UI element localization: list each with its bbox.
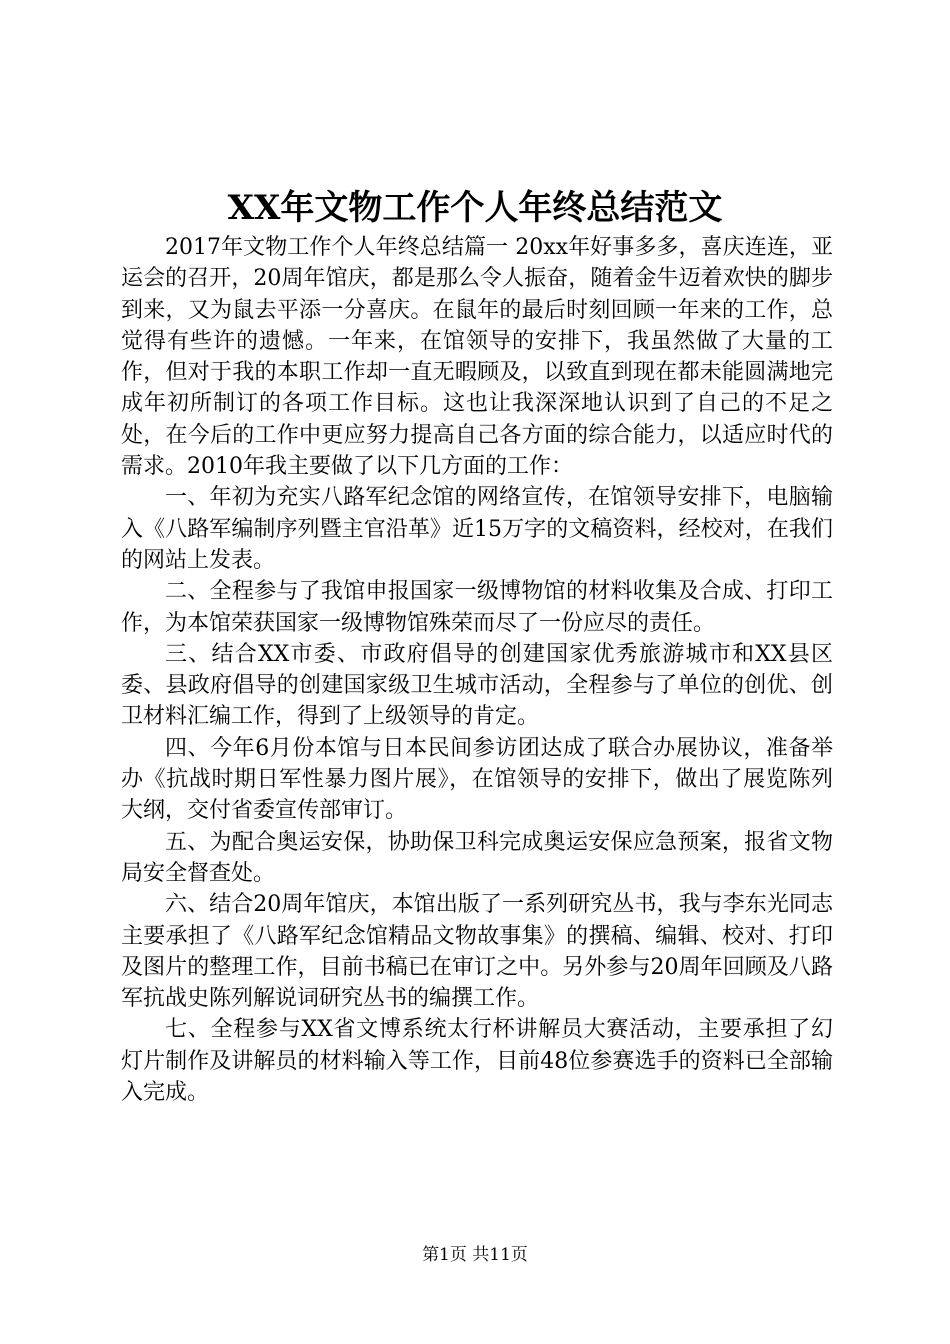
document-title: XX年文物工作个人年终总结范文	[227, 188, 723, 228]
paragraph-item-2: 二、全程参与了我馆申报国家一级博物馆的材料收集及合成、打印工作，为本馆荣获国家一级博物馆殊荣而尽了一份应尽的责任。	[121, 579, 833, 636]
page-number-footer: 第1页 共11页	[422, 1245, 528, 1265]
paragraph-item-4: 四、今年6月份本馆与日本民间参访团达成了联合办展协议，准备举办《抗战时期日军性暴力图片展》，在馆领导的安排下，做出了展览陈列大纲，交付省委宣传部审订。	[121, 735, 833, 824]
paragraph-intro: 2017年文物工作个人年终总结篇一 20xx年好事多多，喜庆连连，亚运会的召开，20周年馆庆，都是那么令人振奋，随着金牛迈着欢快的脚步到来，又为鼠去平添一分喜庆。在鼠年的最后时刻回顾一年来的工作，总觉得有些许的遗憾。一年来，在馆领导的安排下，我虽然做了大量的工作，但对于我的本职工作却一直无暇顾及，以致直到现在都未能圆满地完成年初所制订的各项工作目标。这也让我深深地认识到了自己的不足之处，在今后的工作中更应努力提高自己各方面的综合能力，以适应时代的需求。2010年我主要做了以下几方面的工作：	[121, 235, 833, 480]
paragraph-item-5: 五、为配合奥运安保，协助保卫科完成奥运安保应急预案，报省文物局安全督查处。	[121, 829, 833, 886]
paragraph-item-3: 三、结合XX市委、市政府倡导的创建国家优秀旅游城市和XX县区委、县政府倡导的创建国家级卫生城市活动，全程参与了单位的创优、创卫材料汇编工作，得到了上级领导的肯定。	[121, 641, 833, 730]
paragraph-item-6: 六、结合20周年馆庆，本馆出版了一系列研究丛书，我与李东光同志主要承担了《八路军纪念馆精品文物故事集》的撰稿、编辑、校对、打印及图片的整理工作，目前书稿已在审订之中。另外参与20周年回顾及八路军抗战史陈列解说词研究丛书的编撰工作。	[121, 892, 833, 1012]
document-body	[121, 232, 833, 1108]
paragraph-item-1: 一、年初为充实八路军纪念馆的网络宣传，在馆领导安排下，电脑输入《八路军编制序列暨主官沿革》近15万字的文稿资料，经校对，在我们的网站上发表。	[121, 485, 833, 573]
paragraph-item-7: 七、全程参与XX省文博系统太行杯讲解员大赛活动，主要承担了幻灯片制作及讲解员的材料输入等工作，目前48位参赛选手的资料已全部输入完成。	[121, 1017, 833, 1106]
